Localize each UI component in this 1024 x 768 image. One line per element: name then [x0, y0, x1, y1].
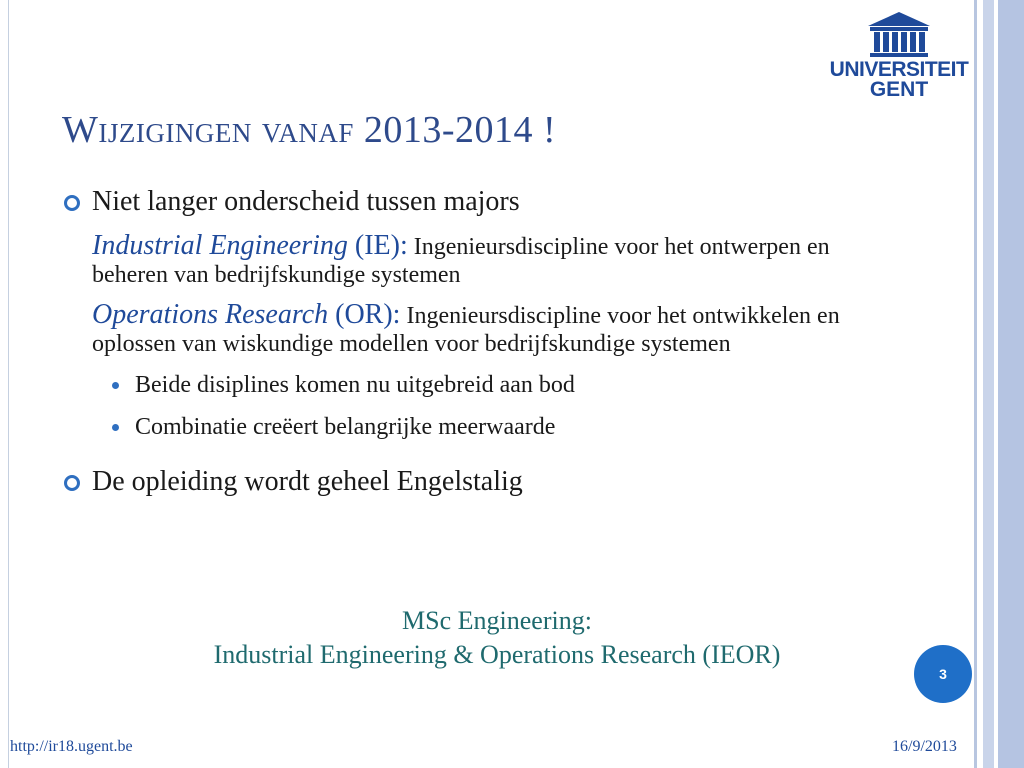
term-abbreviation: (IE): — [347, 230, 408, 261]
slide-body — [62, 184, 902, 506]
university-logo — [828, 10, 970, 110]
sub-bullet-item — [62, 370, 902, 400]
definition-text: Ingenieursdiscipline voor het ontwikkelen en oplossen van wiskundige modellen voor bedrijfskundige systemen — [92, 303, 840, 357]
term-italic: Operations Research — [92, 299, 329, 330]
definition-paragraph — [62, 301, 902, 358]
bullet-dot-icon — [112, 424, 119, 431]
bullet-circle-icon — [64, 475, 80, 491]
program-name-block — [62, 604, 932, 672]
bullet-text: De opleiding wordt geheel Engelstalig — [92, 466, 523, 497]
term-italic: Industrial Engineering — [92, 230, 348, 261]
definition-text: Ingenieursdiscipline voor het ontwerpen en beheren van bedrijfskundige systemen — [92, 234, 830, 288]
sub-bullet-text: Beide disiplines komen nu uitgebreid aan bod — [135, 372, 575, 398]
building-columns-icon — [864, 10, 934, 60]
slide-frame-left — [0, 0, 9, 768]
sub-bullet-text: Combinatie creëert belangrijke meerwaarde — [135, 414, 556, 440]
footer-date: 16/9/2013 — [892, 738, 957, 755]
bullet-text: Niet langer onderscheid tussen majors — [92, 186, 520, 217]
term-abbreviation: (OR): — [328, 299, 401, 330]
footer-url[interactable]: http://ir18.ugent.be — [10, 738, 133, 755]
bullet-circle-icon — [64, 195, 80, 211]
slide-frame-right — [974, 0, 1024, 768]
bullet-dot-icon — [112, 382, 119, 389]
program-line: MSc Engineering: — [402, 606, 592, 635]
sub-bullet-item — [62, 412, 902, 442]
logo-text-line1: UNIVERSITEIT — [829, 58, 969, 81]
program-line: Industrial Engineering & Operations Research (IEOR) — [213, 640, 781, 669]
bullet-item — [62, 464, 902, 500]
definition-paragraph — [62, 232, 902, 289]
slide-title: Wijzigingen vanaf 2013-2014 ! — [62, 109, 557, 151]
page-number-badge: 3 — [914, 645, 972, 703]
logo-text-line2: GENT — [869, 78, 929, 101]
bullet-item — [62, 184, 902, 220]
